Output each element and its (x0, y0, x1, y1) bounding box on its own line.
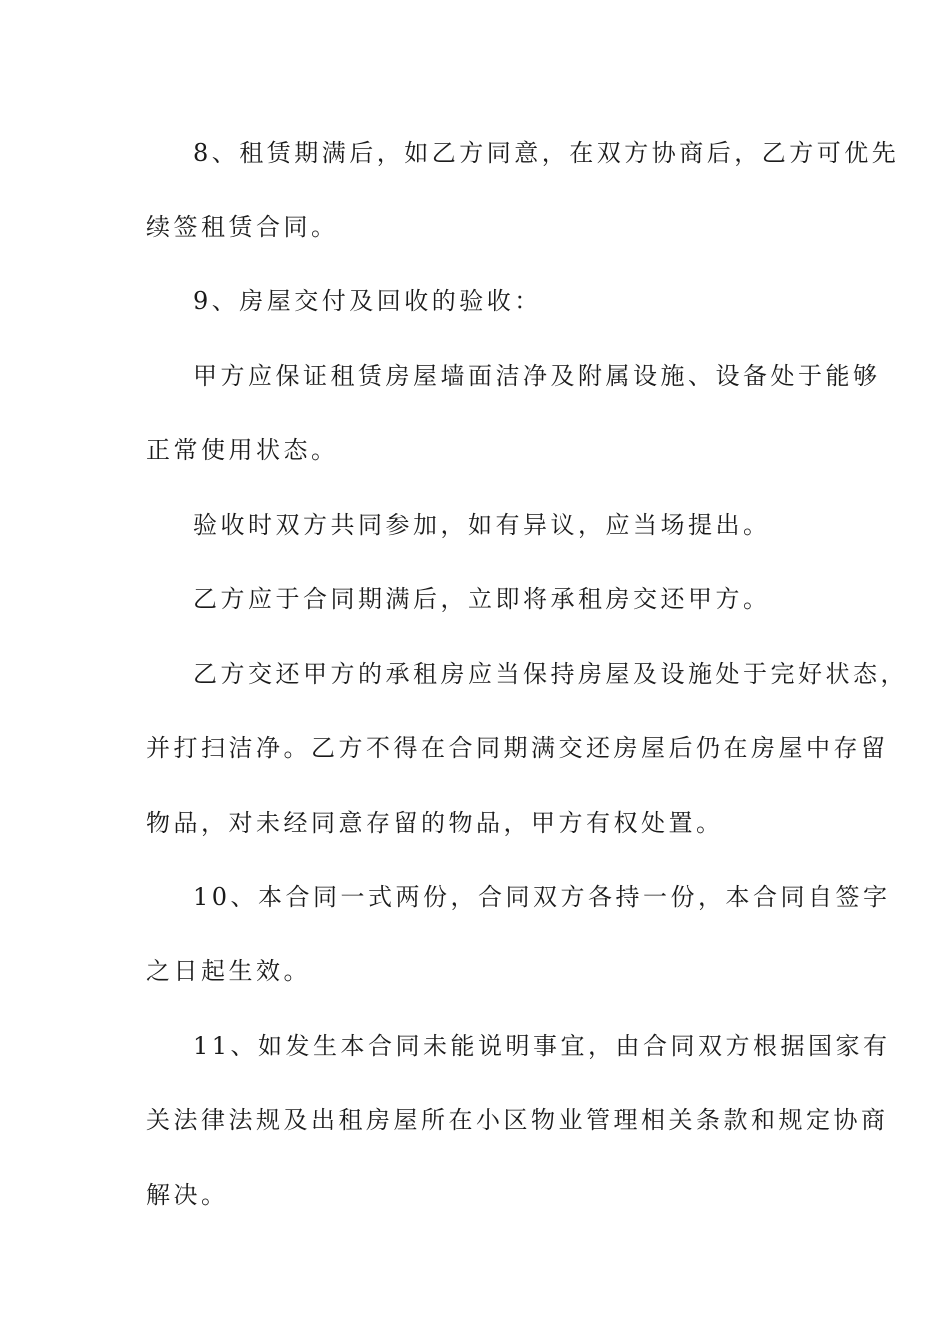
clause-9-para-4-line-3: 物品，对未经同意存留的物品，甲方有权处置。 (146, 809, 724, 837)
clause-9-para-2: 验收时双方共同参加，如有异议，应当场提出。 (193, 511, 771, 539)
clause-9-para-1-line-1: 甲方应保证租赁房屋墙面洁净及附属设施、设备处于能够 (193, 362, 881, 390)
clause-9-para-4-line-1: 乙方交还甲方的承租房应当保持房屋及设施处于完好状态， (193, 660, 908, 688)
clause-10-line-1: 10、本合同一式两份，合同双方各持一份，本合同自签字 (193, 883, 891, 911)
clause-9-para-4-line-2: 并打扫洁净。乙方不得在合同期满交还房屋后仍在房屋中存留 (146, 734, 889, 762)
clause-8-line-1: 8、租赁期满后，如乙方同意，在双方协商后，乙方可优先 (193, 139, 900, 167)
clause-11-line-1: 11、如发生本合同未能说明事宜，由合同双方根据国家有 (193, 1032, 891, 1060)
clause-11-line-2: 关法律法规及出租房屋所在小区物业管理相关条款和规定协商 (146, 1106, 889, 1134)
clause-9-heading: 9、房屋交付及回收的验收： (193, 287, 542, 315)
clause-8-line-2: 续签租赁合同。 (146, 213, 339, 241)
clause-9-para-3: 乙方应于合同期满后，立即将承租房交还甲方。 (193, 585, 771, 613)
clause-10-line-2: 之日起生效。 (146, 957, 311, 985)
clause-9-para-1-line-2: 正常使用状态。 (146, 436, 339, 464)
clause-11-line-3: 解决。 (146, 1181, 229, 1209)
